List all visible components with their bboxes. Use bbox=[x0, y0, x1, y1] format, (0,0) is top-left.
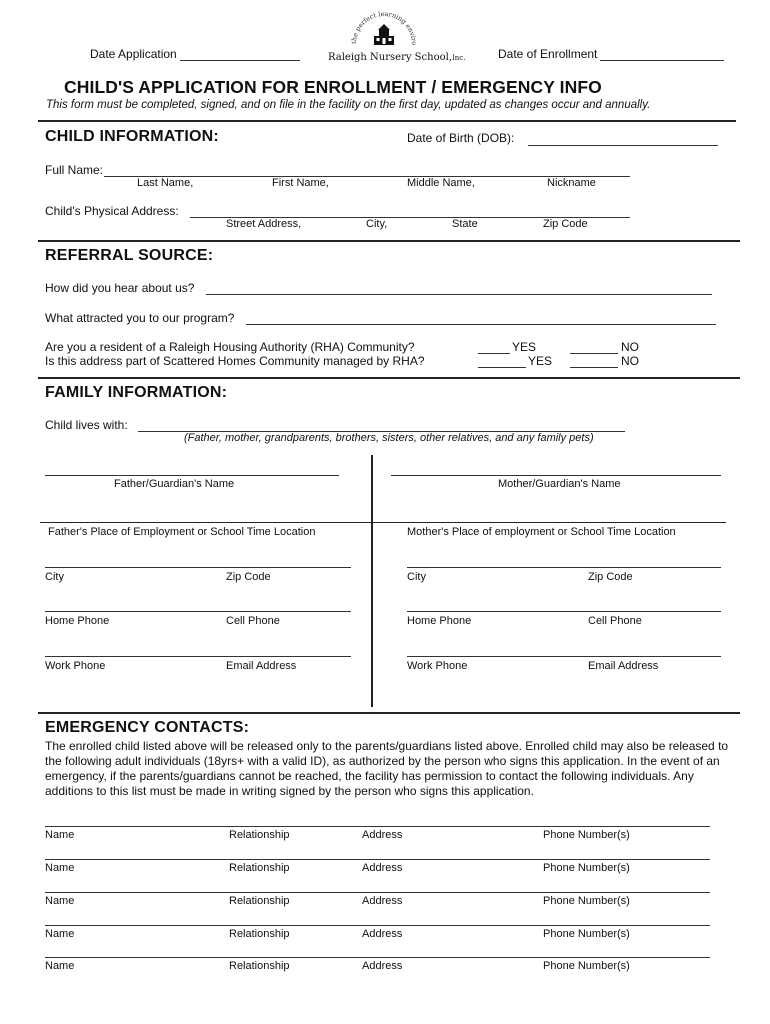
contact-name-label: Name bbox=[45, 862, 75, 874]
lives-with-label: Child lives with: bbox=[45, 418, 128, 432]
emergency-heading: EMERGENCY CONTACTS: bbox=[45, 719, 250, 736]
rha-yes-label: YES bbox=[512, 340, 537, 354]
referral-q3: Are you a resident of a Raleigh Housing Authority (RHA) Community? bbox=[45, 340, 415, 354]
divider bbox=[38, 377, 740, 379]
contact-address-label: Address bbox=[362, 829, 403, 841]
scattered-yes-field[interactable] bbox=[478, 367, 526, 368]
mother-home-phone-label: Home Phone bbox=[407, 615, 472, 627]
contact-address-label: Address bbox=[362, 895, 403, 907]
school-logo bbox=[328, 10, 466, 70]
referral-heading: REFERRAL SOURCE: bbox=[45, 247, 214, 264]
page-subtitle: This form must be completed, signed, and on file in the facility on the first day, updated as changes occur and annually. bbox=[46, 99, 651, 111]
contact-name-label: Name bbox=[45, 895, 75, 907]
first-name-hint: First Name, bbox=[272, 177, 329, 189]
divider bbox=[38, 120, 736, 122]
contact-name-label: Name bbox=[45, 829, 75, 841]
date-application-label: Date Application bbox=[90, 47, 177, 61]
svg-text:the perfect learning environme bbox=[328, 10, 418, 45]
rha-no-label: NO bbox=[621, 340, 639, 354]
referral-q4: Is this address part of Scattered Homes Community managed by RHA? bbox=[45, 354, 425, 368]
logo-arc-text: the perfect learning enviro bbox=[349, 10, 419, 46]
scattered-no-label: NO bbox=[621, 354, 639, 368]
contact-phone-label: Phone Number(s) bbox=[543, 829, 630, 841]
contact-field[interactable] bbox=[45, 859, 710, 860]
contact-relationship-label: Relationship bbox=[229, 829, 290, 841]
mother-work-field[interactable] bbox=[407, 656, 721, 657]
contact-field[interactable] bbox=[45, 957, 710, 958]
scattered-yes-label: YES bbox=[528, 354, 553, 368]
family-heading: FAMILY INFORMATION: bbox=[45, 384, 228, 401]
rha-no-field[interactable] bbox=[570, 353, 618, 354]
contact-name-label: Name bbox=[45, 928, 75, 940]
contact-field[interactable] bbox=[45, 892, 710, 893]
contact-relationship-label: Relationship bbox=[229, 960, 290, 972]
contact-address-label: Address bbox=[362, 862, 403, 874]
father-phone-field[interactable] bbox=[45, 611, 351, 612]
contact-name-label: Name bbox=[45, 960, 75, 972]
mother-city-label: City bbox=[407, 571, 426, 583]
lives-with-hint: (Father, mother, grandparents, brothers, sisters, other relatives, and any family pets) bbox=[184, 432, 594, 444]
mother-name-field[interactable] bbox=[391, 475, 721, 476]
mother-name-label: Mother/Guardian's Name bbox=[498, 478, 621, 490]
scattered-no-field[interactable] bbox=[570, 367, 618, 368]
date-enrollment-label: Date of Enrollment bbox=[498, 47, 598, 61]
city-hint: City, bbox=[366, 218, 388, 230]
father-city-label: City bbox=[45, 571, 64, 583]
father-name-label: Father/Guardian's Name bbox=[114, 478, 235, 490]
contact-field[interactable] bbox=[45, 826, 710, 827]
referral-q1: How did you hear about us? bbox=[45, 281, 195, 295]
father-cell-phone-label: Cell Phone bbox=[226, 615, 280, 627]
full-name-label: Full Name: bbox=[45, 163, 104, 177]
contact-phone-label: Phone Number(s) bbox=[543, 928, 630, 940]
contact-relationship-label: Relationship bbox=[229, 895, 290, 907]
father-home-phone-label: Home Phone bbox=[45, 615, 110, 627]
logo-suffix: Inc. bbox=[452, 54, 466, 62]
column-divider bbox=[371, 455, 373, 707]
mother-email-label: Email Address bbox=[588, 660, 659, 672]
referral-q2-field[interactable] bbox=[246, 324, 716, 325]
child-info-heading: CHILD INFORMATION: bbox=[45, 128, 219, 145]
mother-work-phone-label: Work Phone bbox=[407, 660, 468, 672]
zip-hint: Zip Code bbox=[543, 218, 588, 230]
dob-field[interactable] bbox=[528, 145, 718, 146]
father-email-label: Email Address bbox=[226, 660, 297, 672]
last-name-hint: Last Name, bbox=[137, 177, 194, 189]
state-hint: State bbox=[452, 218, 478, 230]
contact-address-label: Address bbox=[362, 960, 403, 972]
middle-name-hint: Middle Name, bbox=[407, 177, 475, 189]
rha-yes-field[interactable] bbox=[478, 353, 510, 354]
father-name-field[interactable] bbox=[45, 475, 339, 476]
father-work-phone-label: Work Phone bbox=[45, 660, 106, 672]
father-city-field[interactable] bbox=[45, 567, 351, 568]
father-zip-label: Zip Code bbox=[226, 571, 271, 583]
contact-phone-label: Phone Number(s) bbox=[543, 960, 630, 972]
address-label: Child's Physical Address: bbox=[45, 204, 179, 218]
contact-relationship-label: Relationship bbox=[229, 862, 290, 874]
divider bbox=[38, 240, 740, 242]
nickname-hint: Nickname bbox=[547, 177, 596, 189]
date-enrollment-field[interactable] bbox=[600, 60, 724, 61]
father-work-field[interactable] bbox=[45, 656, 351, 657]
page-title: CHILD'S APPLICATION FOR ENROLLMENT / EMERGENCY INFO bbox=[64, 77, 602, 97]
contact-field[interactable] bbox=[45, 925, 710, 926]
father-employment-label: Father's Place of Employment or School Time Location bbox=[48, 526, 316, 538]
referral-q2: What attracted you to our program? bbox=[45, 311, 235, 325]
street-hint: Street Address, bbox=[226, 218, 302, 230]
dob-label: Date of Birth (DOB): bbox=[407, 131, 515, 145]
mother-phone-field[interactable] bbox=[407, 611, 721, 612]
emergency-paragraph: The enrolled child listed above will be released only to the parents/guardians listed above. Enrolled child may also be released to the following adult individuals (18yrs+ with a valid ID), as authorized by the person who signs this application. In the event of an emergency, if the parents/guardians cannot be reached, the facility has permission to contact the following individuals. Any additions to this list must be made in writing signed by the person who signs this application. bbox=[45, 739, 729, 798]
mother-cell-phone-label: Cell Phone bbox=[588, 615, 642, 627]
contact-phone-label: Phone Number(s) bbox=[543, 895, 630, 907]
contact-address-label: Address bbox=[362, 928, 403, 940]
contact-relationship-label: Relationship bbox=[229, 928, 290, 940]
mother-zip-label: Zip Code bbox=[588, 571, 633, 583]
mother-city-field[interactable] bbox=[407, 567, 721, 568]
date-application-field[interactable] bbox=[180, 60, 300, 61]
employment-field[interactable] bbox=[40, 522, 726, 523]
logo-text: Raleigh Nursery School, bbox=[328, 52, 452, 63]
mother-employment-label: Mother's Place of employment or School Time Location bbox=[407, 526, 676, 538]
contact-phone-label: Phone Number(s) bbox=[543, 862, 630, 874]
divider bbox=[38, 712, 740, 714]
referral-q1-field[interactable] bbox=[206, 294, 712, 295]
